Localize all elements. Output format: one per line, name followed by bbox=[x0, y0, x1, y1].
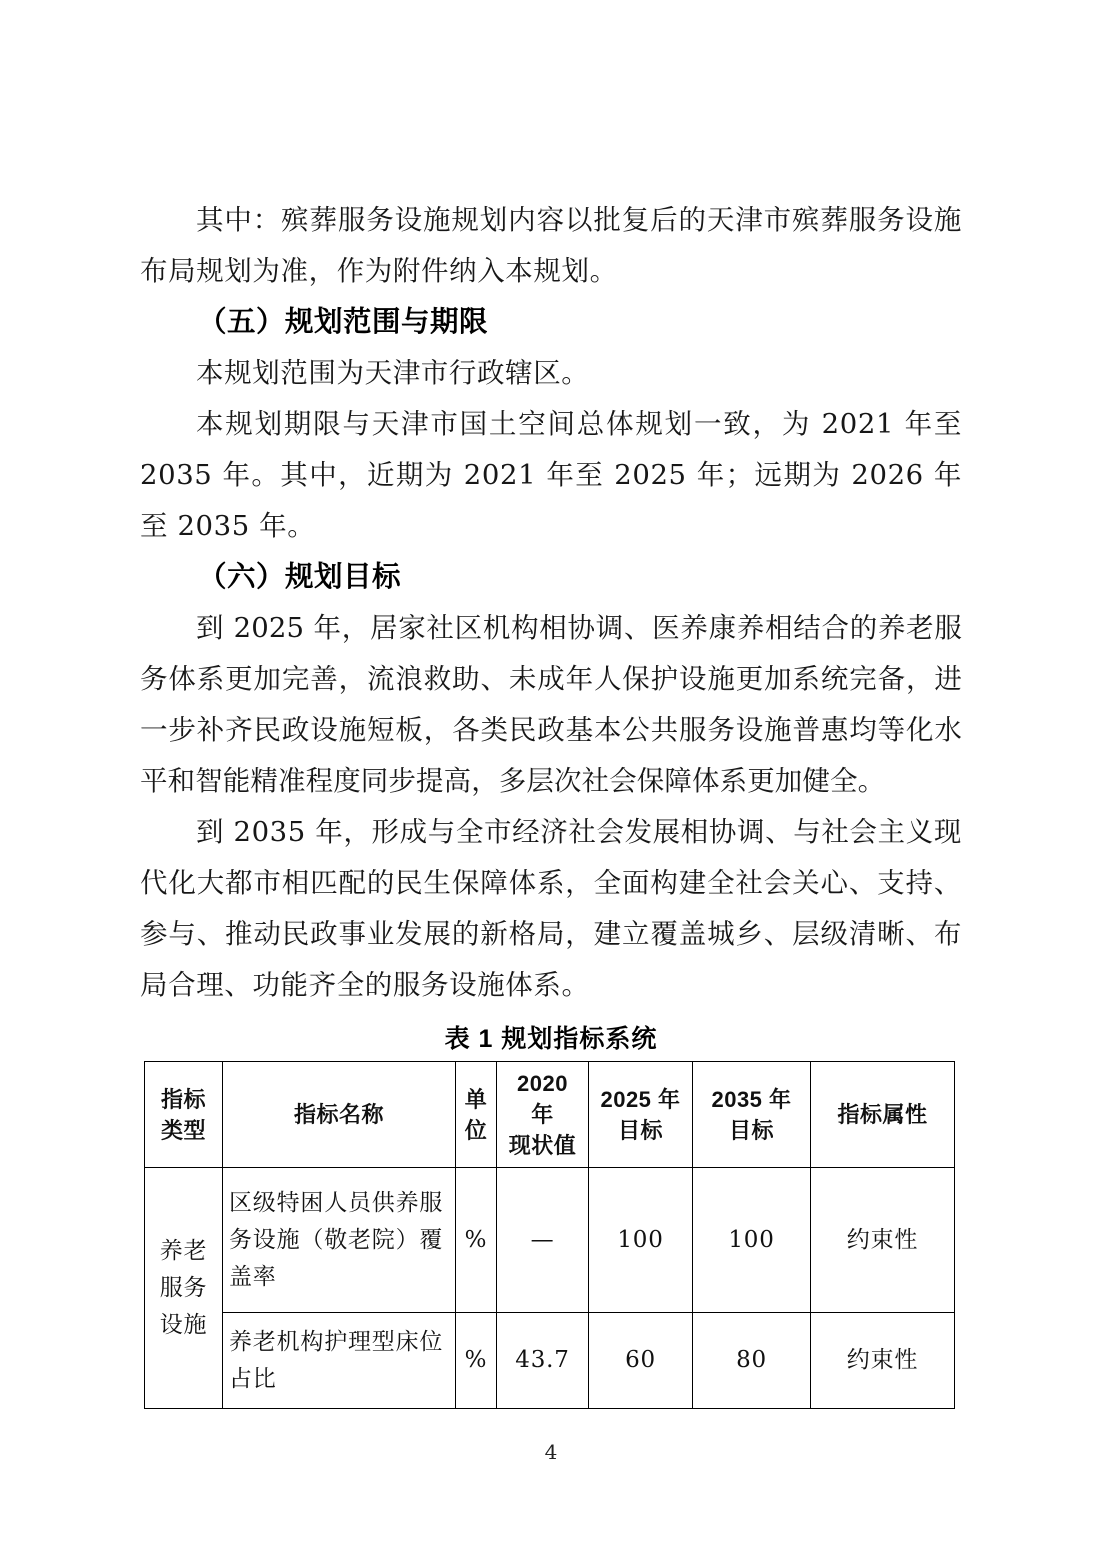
column-header-2020-line2: 现状值 bbox=[508, 1133, 577, 1158]
cell-value-2020: — bbox=[497, 1168, 589, 1313]
paragraph-goal-2025: 到 2025 年，居家社区机构相协调、医养康养相结合的养老服务体系更加完善，流浪救助、未成年人保护设施更加系统完备，进一步补齐民政设施短板，各类民政基本公共服务设施普惠均等化水平和智能精准程度同步提高，多层次社会保障体系更加健全。 bbox=[140, 612, 962, 797]
column-header-attribute: 指标属性 bbox=[811, 1062, 955, 1168]
table-row bbox=[145, 1313, 955, 1409]
indicator-table-wrapper bbox=[144, 1061, 954, 1409]
cell-target-2035: 100 bbox=[693, 1168, 811, 1313]
page-number: 4 bbox=[544, 1440, 558, 1464]
column-header-2025-line2: 目标 bbox=[617, 1117, 663, 1143]
page-content bbox=[140, 195, 962, 1409]
column-header-2025 bbox=[589, 1062, 693, 1168]
paragraph-goal-2035: 到 2035 年，形成与全市经济社会发展相协调、与社会主义现代化大都市相匹配的民生保障体系，全面构建全社会关心、支持、参与、推动民政事业发展的新格局，建立覆盖城乡、层级清晰、布局合理、功能齐全的服务设施体系。 bbox=[140, 816, 962, 1001]
column-header-2020 bbox=[497, 1062, 589, 1168]
column-header-2025-line1: 2025 年 bbox=[600, 1086, 681, 1112]
table-body bbox=[145, 1168, 955, 1409]
column-header-2035-line2: 目标 bbox=[728, 1117, 774, 1143]
table-caption: 表 1 规划指标系统 bbox=[444, 1025, 658, 1053]
indicator-table bbox=[144, 1061, 955, 1409]
column-header-2035 bbox=[693, 1062, 811, 1168]
column-header-type-line1: 指标 bbox=[160, 1086, 206, 1112]
table-header-row bbox=[145, 1062, 955, 1168]
column-header-2035-line1: 2035 年 bbox=[711, 1086, 792, 1112]
cell-value-2020: 43.7 bbox=[497, 1313, 589, 1409]
cell-target-2025: 100 bbox=[589, 1168, 693, 1313]
cell-target-2025: 60 bbox=[589, 1313, 693, 1409]
column-header-unit-line2: 位 bbox=[464, 1117, 488, 1143]
cell-indicator-name: 区级特困人员供养服务设施（敬老院）覆盖率 bbox=[223, 1168, 456, 1313]
table-row bbox=[145, 1168, 955, 1313]
heading-planning-scope: （五）规划范围与期限 bbox=[198, 306, 489, 338]
column-header-type-line2: 类型 bbox=[160, 1117, 206, 1143]
paragraph-planning-scope: 本规划范围为天津市行政辖区。 bbox=[196, 357, 590, 389]
cell-indicator-type: 养老服务设施 bbox=[145, 1168, 223, 1409]
paragraph-funeral-note: 其中：殡葬服务设施规划内容以批复后的天津市殡葬服务设施布局规划为准，作为附件纳入本规划。 bbox=[140, 204, 962, 287]
column-header-unit-line1: 单 bbox=[464, 1086, 488, 1112]
heading-planning-goals: （六）规划目标 bbox=[198, 561, 402, 593]
column-header-type bbox=[145, 1062, 223, 1168]
cell-unit: % bbox=[456, 1168, 497, 1313]
cell-indicator-name: 养老机构护理型床位占比 bbox=[223, 1313, 456, 1409]
cell-attribute: 约束性 bbox=[811, 1168, 955, 1313]
paragraph-planning-period: 本规划期限与天津市国土空间总体规划一致，为 2021 年至 2035 年。其中，近期为 2021 年至 2025 年；远期为 2026 年至 2035 年。 bbox=[140, 408, 962, 542]
column-header-2020-line1: 2020 年 bbox=[517, 1071, 568, 1127]
cell-target-2035: 80 bbox=[693, 1313, 811, 1409]
cell-attribute: 约束性 bbox=[811, 1313, 955, 1409]
cell-unit: % bbox=[456, 1313, 497, 1409]
column-header-unit bbox=[456, 1062, 497, 1168]
column-header-name: 指标名称 bbox=[223, 1062, 456, 1168]
